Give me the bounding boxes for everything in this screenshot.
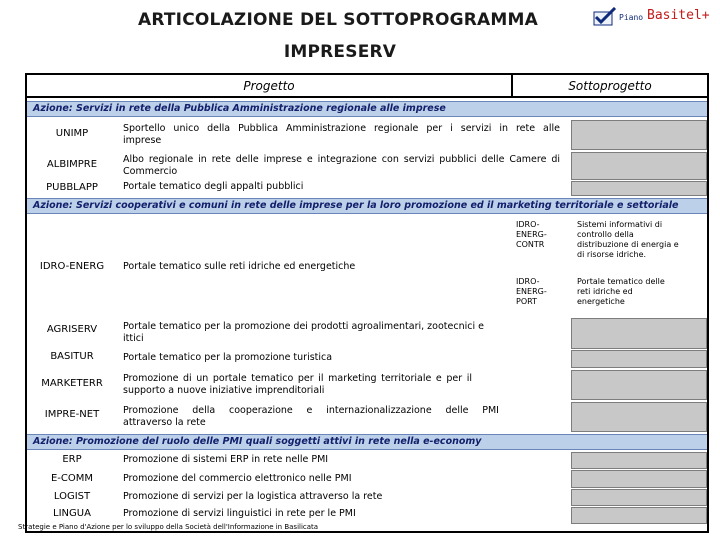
footer-text: Strategie e Piano d'Azione per lo sviluppo della Società dell'Informazione in Basilicata [18,523,319,531]
desc-imprenet-line2: attraverso la rete [123,417,206,428]
desc-imprenet-line1: Promozione della cooperazione e internazionalizzazione delle PMI [123,405,499,416]
code-unimp: UNIMP [55,128,89,139]
desc-erp: Promozione di sistemi ERP in rete nelle PMI [123,454,329,465]
action-band-2: Azione: Servizi cooperativi e comuni in rete delle imprese per la loro promozione ed il marketing territoriale e settoriale [27,198,707,214]
desc-marketerr-line1: Promozione di un portale tematico per il marketing territoriale e per il [123,373,472,384]
empty-cell [571,318,707,349]
desc-marketerr-line2: supporto a nuove iniziative imprenditoriali [123,385,325,396]
header-progetto: Progetto [25,73,513,98]
action-band-3: Azione: Promozione del ruolo delle PMI quali soggetti attivi in rete nella e-economy [27,434,707,450]
desc-agriserv-line2: ittici [123,333,144,344]
code-albimpre: ALBIMPRE [46,159,98,170]
desc-basitur: Portale tematico per la promozione turistica [123,352,333,363]
code-basitur: BASITUR [50,351,94,362]
empty-cell [571,452,707,469]
empty-cell [571,507,707,524]
code-imprenet: IMPRE-NET [44,409,100,420]
desc-idroenerg: Portale tematico sulle reti idriche ed energetiche [123,261,356,272]
empty-cell [571,350,707,368]
desc-logist: Promozione di servizi per la logistica attraverso la rete [123,491,383,502]
empty-cell [571,152,707,180]
desc-agriserv-line1: Portale tematico per la promozione dei prodotti agroalimentari, zootecnici e [123,321,484,332]
empty-cell [571,470,707,488]
code-erp: ERP [62,454,82,465]
code-lingua: LINGUA [53,508,91,519]
checkmark-icon [593,7,617,27]
logo-prefix: Piano [619,13,644,22]
desc-unimp-line2: imprese [123,135,162,146]
logo-brand: Basitel+ [647,8,710,23]
code-ecomm: E-COMM [50,473,94,484]
code-logist: LOGIST [53,491,91,502]
desc-albimpre-line2: Commercio [123,166,178,177]
subdesc-idroenerg-contr: Sistemi informativi di controllo della distribuzione di energia e di risorse idriche. [577,220,679,259]
desc-unimp-line1: Sportello unico della Pubblica Amministrazione regionale per i servizi in rete alle [123,123,560,134]
subcode-idroenerg-port: IDRO- ENERG- PORT [516,277,547,306]
page-subtitle: IMPRESERV [283,42,397,62]
desc-albimpre-line1: Albo regionale in rete delle imprese e integrazione con servizi pubblici delle Camere di [123,154,560,165]
desc-lingua: Promozione di servizi linguistici in rete per le PMI [123,508,356,519]
empty-cell [571,489,707,506]
basitel-logo [593,5,713,29]
page-title: ARTICOLAZIONE DEL SOTTOPROGRAMMA [138,10,538,30]
subcode-idroenerg-contr: IDRO- ENERG- CONTR [516,220,547,249]
action-band-1: Azione: Servizi in rete della Pubblica Amministrazione regionale alle imprese [27,101,707,117]
code-marketerr: MARKETERR [41,378,103,389]
code-agriserv: AGRISERV [46,324,98,335]
empty-cell [571,181,707,196]
code-idroenerg: IDRO-ENERG [39,261,105,272]
desc-ecomm: Promozione del commercio elettronico nelle PMI [123,473,352,484]
empty-cell [571,402,707,432]
desc-pubblapp: Portale tematico degli appalti pubblici [123,181,304,192]
subdesc-idroenerg-port: Portale tematico delle reti idriche ed energetiche [577,277,665,306]
empty-cell [571,120,707,150]
code-pubblapp: PUBBLAPP [46,182,98,193]
empty-cell [571,370,707,400]
header-sottoprogetto: Sottoprogetto [511,73,709,98]
